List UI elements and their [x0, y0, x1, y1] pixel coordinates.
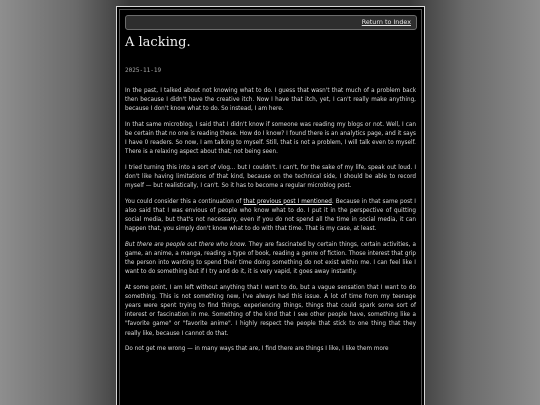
previous-post-link[interactable]: that previous post I mentioned — [243, 198, 332, 205]
paragraph-5-text-after: They are fascinated by certain things, certain activities, a game, an anime, a manga, reading a type of book, reading a genre of fiction. Those interest that grip the person into wanting to spend their time doing something do not exist within me. I can feel like I want to do something but if I try and do it, it is very vapid, it goes away instantly. — [125, 241, 416, 276]
return-to-index-link[interactable]: Return to Index — [361, 18, 411, 26]
post-date: 2025-11-19 — [125, 67, 162, 74]
paragraph-5-emphasis: But there are people out there who know. — [125, 241, 247, 248]
paragraph-5 — [125, 241, 416, 278]
paragraph-4 — [125, 198, 416, 235]
paragraph-4-text-before: You could consider this a continuation of — [125, 198, 244, 205]
blog-page — [116, 6, 425, 405]
paragraph-1: In the past, I talked about not knowing what to do. I guess that wasn't that much of a problem back then because I didn't have the creative itch. Now I have that itch, yet, I can't really make anything, because I don't know what to do. So instead, I am here. — [125, 88, 416, 113]
paragraph-7: Do not get me wrong — in many ways that are, I find there are things I like, I like them more — [125, 346, 389, 352]
paragraph-4-text-after: . Because in that same post I also said that I was envious of people who know what to do. I put it in the perspective of quitting social media, but that's not necessary, even if you do not spend all the time in social media, it can happen that, you simply don't know what to do with that time. That is my case, at least. — [125, 198, 416, 233]
top-nav-bar — [125, 15, 417, 30]
paragraph-3: I tried turning this into a sort of vlog... but I couldn't. I can't, for the sake of my life, speak out loud. I don't like having limitations of that kind, because on the technical side, I should be able to record myself — but realistically, I can't. So it has to become a regular microblog post. — [125, 164, 416, 190]
paragraph-2: In that same microblog, I said that I didn't know if someone was reading my blogs or not. Well, I can be certain that no one is reading these. How do I know? I found there is an analytics page, and it says I have 0 readers. So now, I am talking to myself. Still, that is not a problem, I will talk even to myself. There is a relaxing aspect about that; not being seen. — [125, 121, 416, 156]
paragraph-6: At some point, I am left without anything that I want to do, but a vague sensation that I want to do something. This is not something new, I've always had this issue. A lot of time from my teenage years were spent trying to find things, experiencing things, things that could spark some sort of interest or fascination in me. Something of the kind that I see other people have, something like a "favorite game" or "favorite anime". I highly respect the people that stick to one thing that they really like, because I cannot do that. — [125, 284, 416, 337]
post-title: A lacking. — [125, 35, 191, 50]
post-body — [125, 87, 416, 360]
